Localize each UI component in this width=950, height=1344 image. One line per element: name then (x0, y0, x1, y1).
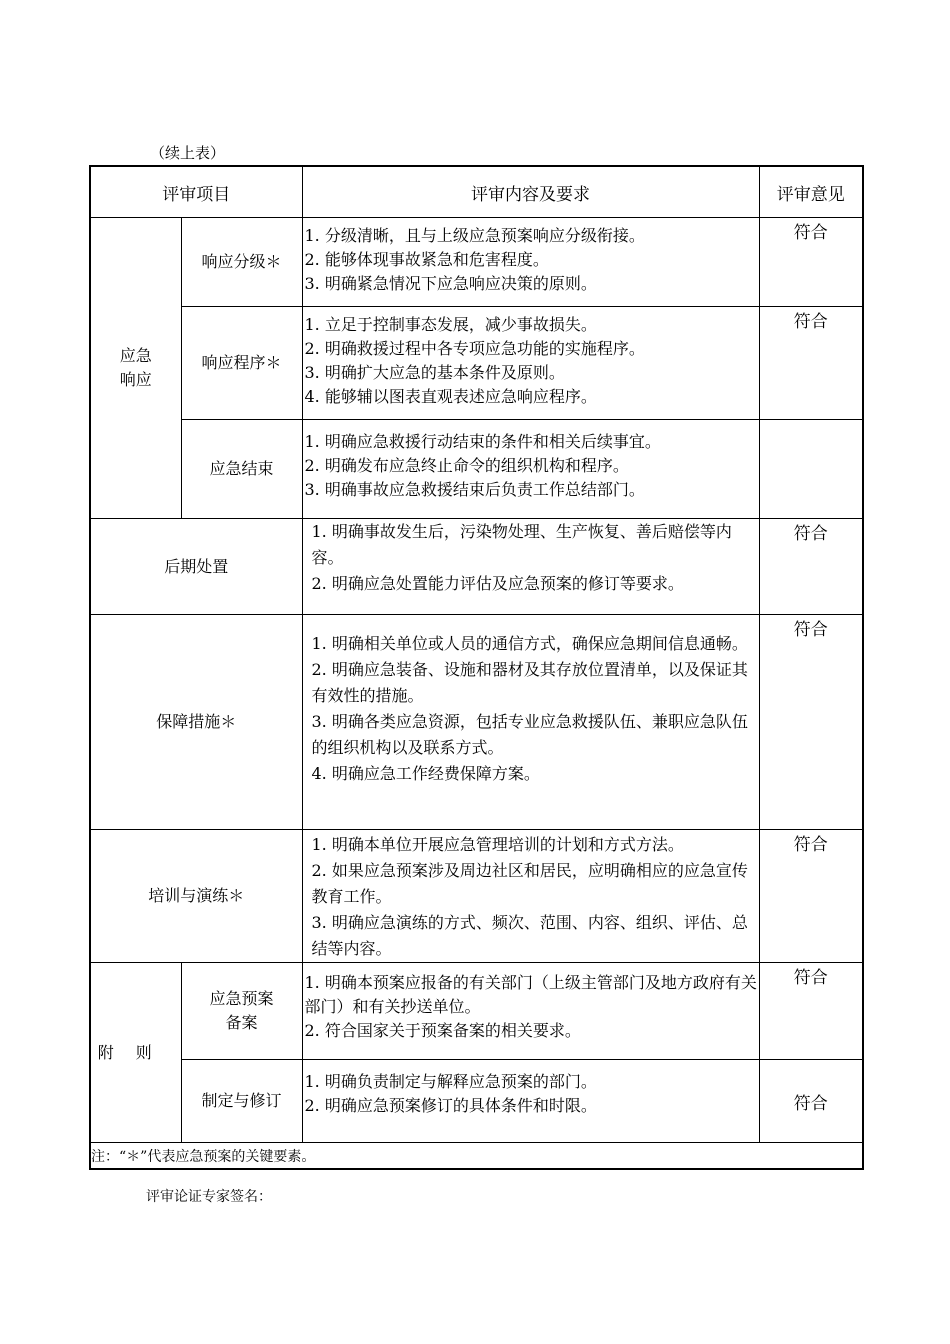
category-appendix: 附则 (90, 963, 181, 1143)
requirement-text: 1. 明确本单位开展应急管理培训的计划和方式方法。 2. 如果应急预案涉及周边社区和居民，应明确相应的应急宣传教育工作。 3. 明确应急演练的方式、频次、范围、内容、组织、评估、总结等内容。 (302, 830, 759, 963)
opinion-cell: 符合 (759, 963, 863, 1060)
table-row (90, 420, 863, 519)
item-label: 制定与修订 (181, 1060, 302, 1143)
item-label: 应急预案 备案 (181, 963, 302, 1060)
opinion-cell: 符合 (759, 830, 863, 963)
table-row (90, 615, 863, 830)
opinion-cell: 符合 (759, 1060, 863, 1143)
item-label: 响应程序＊ (181, 307, 302, 420)
item-label: 响应分级＊ (181, 218, 302, 307)
table-row (90, 519, 863, 615)
requirement-text: 1. 立足于控制事态发展，减少事故损失。 2. 明确救援过程中各专项应急功能的实施程序。 3. 明确扩大应急的基本条件及原则。 4. 能够辅以图表直观表述应急响应程序。 (302, 307, 759, 420)
table-row (90, 218, 863, 307)
table-row (90, 963, 863, 1060)
requirement-text: 1. 明确负责制定与解释应急预案的部门。 2. 明确应急预案修订的具体条件和时限。 (302, 1060, 759, 1143)
header-opinion: 评审意见 (759, 166, 863, 218)
opinion-cell: 符合 (759, 218, 863, 307)
continued-label: （续上表） (150, 144, 226, 162)
table-row (90, 830, 863, 963)
table-row (90, 307, 863, 420)
review-table (89, 165, 864, 1170)
header-item: 评审项目 (90, 166, 302, 218)
note-text: 注：“＊”代表应急预案的关键要素。 (90, 1143, 863, 1170)
requirement-text: 1. 分级清晰，且与上级应急预案响应分级衔接。 2. 能够体现事故紧急和危害程度。 3. 明确紧急情况下应急响应决策的原则。 (302, 218, 759, 307)
item-label: 应急结束 (181, 420, 302, 519)
requirement-text: 1. 明确事故发生后，污染物处理、生产恢复、善后赔偿等内容。 2. 明确应急处置能力评估及应急预案的修订等要求。 (302, 519, 759, 615)
item-label: 后期处置 (90, 519, 302, 615)
requirement-text: 1. 明确相关单位或人员的通信方式，确保应急期间信息通畅。 2. 明确应急装备、设施和器材及其存放位置清单，以及保证其有效性的措施。 3. 明确各类应急资源，包括专业应急救援队伍、兼职应急队伍的组织机构以及联系方式。 4. 明确应急工作经费保障方案。 (302, 615, 759, 830)
opinion-cell: 符合 (759, 615, 863, 830)
item-label: 培训与演练＊ (90, 830, 302, 963)
signature-label: 评审论证专家签名： (146, 1189, 272, 1205)
item-label: 保障措施＊ (90, 615, 302, 830)
opinion-cell: 符合 (759, 519, 863, 615)
note-row (90, 1143, 863, 1170)
header-content: 评审内容及要求 (302, 166, 759, 218)
requirement-text: 1. 明确应急救援行动结束的条件和相关后续事宜。 2. 明确发布应急终止命令的组织机构和程序。 3. 明确事故应急救援结束后负责工作总结部门。 (302, 420, 759, 519)
table-row (90, 1060, 863, 1143)
header-row (90, 166, 863, 218)
opinion-cell: 符合 (759, 307, 863, 420)
requirement-text: 1. 明确本预案应报备的有关部门（上级主管部门及地方政府有关部门）和有关抄送单位。 2. 符合国家关于预案备案的相关要求。 (302, 963, 759, 1060)
category-response: 应急 响应 (90, 218, 181, 519)
opinion-cell (759, 420, 863, 519)
